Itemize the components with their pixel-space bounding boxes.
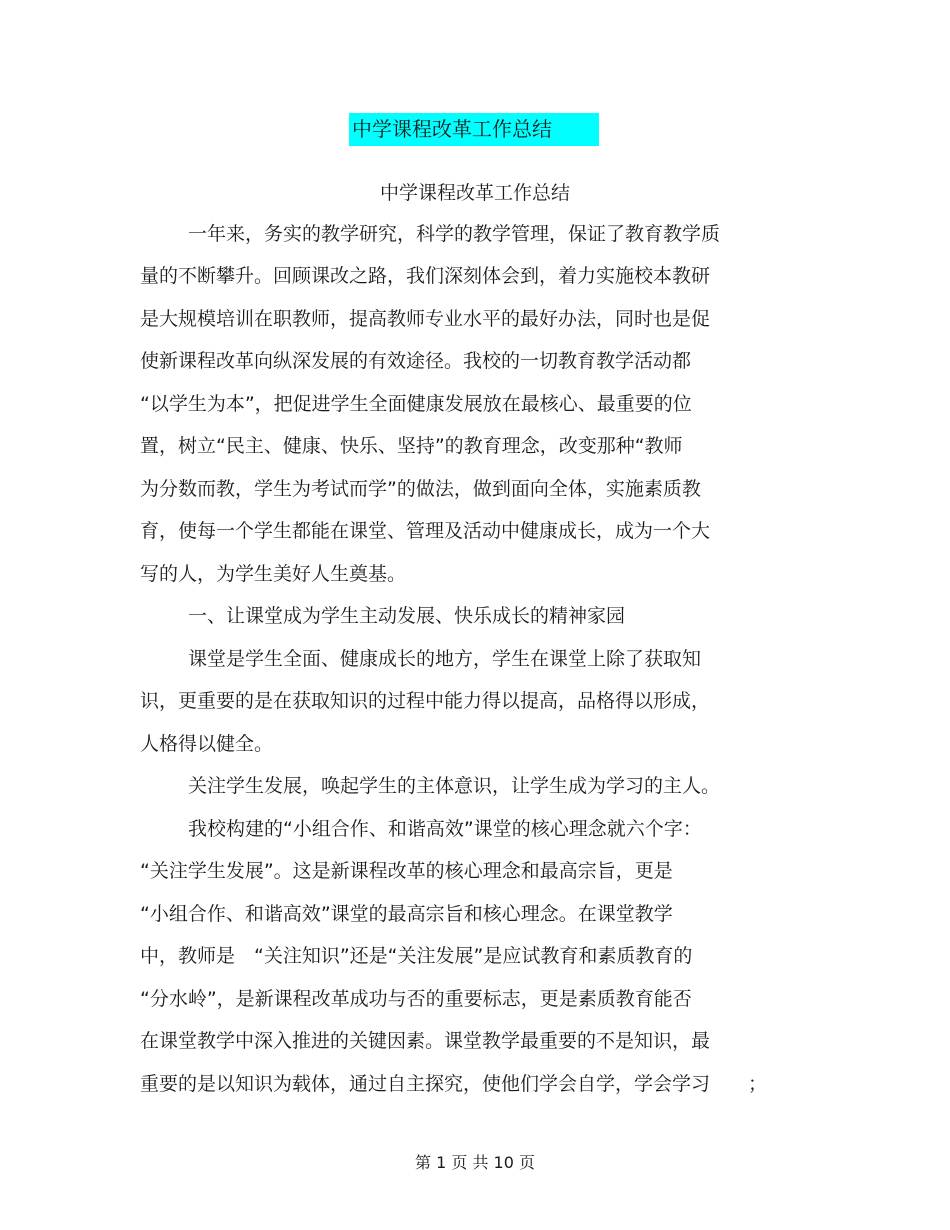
paragraph-line: 一年来，务实的教学研究，科学的教学管理，保证了教育教学质 (188, 223, 721, 245)
paragraph-line: 为分数而教，学生为考试而学”的做法，做到面向全体，实施素质教 (140, 478, 701, 500)
paragraph-line: 识，更重要的是在获取知识的过程中能力得以提高，品格得以形成， (140, 690, 711, 712)
paragraph-line: 人格得以健全。 (140, 733, 274, 755)
paragraph-line: 量的不断攀升。回顾课改之路，我们深刻体会到，着力实施校本教研 (140, 265, 711, 287)
paragraph-line: 我校构建的“小组合作、和谐高效”课堂的核心理念就六个字： (188, 818, 702, 840)
paragraph-line: “以学生为本”，把促进学生全面健康发展放在最核心、最重要的位 (140, 393, 692, 415)
paragraph-line: 是大规模培训在职教师，提高教师专业水平的最好办法，同时也是促 (140, 308, 711, 330)
paragraph-line: 课堂是学生全面、健康成长的地方，学生在课堂上除了获取知 (188, 648, 702, 670)
paragraph-line: “分水岭”，是新课程改革成功与否的重要标志，更是素质教育能否 (140, 988, 692, 1010)
paragraph-line: 关注学生发展，唤起学生的主体意识，让学生成为学习的主人。 (188, 775, 721, 797)
paragraph-line: 在课堂教学中深入推进的关键因素。课堂教学最重要的不是知识，最 (140, 1030, 711, 1052)
paragraph-line: 写的人，为学生美好人生奠基。 (140, 563, 407, 585)
paragraph-line: “小组合作、和谐高效”课堂的最高宗旨和核心理念。在课堂教学 (140, 903, 673, 925)
paragraph-line: 使新课程改革向纵深发展的有效途径。我校的一切教育教学活动都 (140, 350, 692, 372)
paragraph-line: “关注学生发展”。这是新课程改革的核心理念和最高宗旨，更是 (140, 860, 673, 882)
page-footer: 第 1 页 共 10 页 (415, 1153, 535, 1172)
paragraph-line: 重要的是以知识为载体，通过自主探究，使他们学会自学，学会学习 ； (140, 1073, 768, 1095)
paragraph-line: 育，使每一个学生都能在课堂、管理及活动中健康成长，成为一个大 (140, 520, 711, 542)
document-subtitle: 中学课程改革工作总结 (379, 182, 570, 204)
paragraph-line: 置，树立“民主、健康、快乐、坚持”的教育理念，改变那种“教师 (140, 435, 683, 457)
paragraph-line: 中，教师是 “关注知识”还是“关注发展”是应试教育和素质教育的 (140, 945, 693, 967)
section-heading: 一、让课堂成为学生主动发展、快乐成长的精神家园 (188, 605, 626, 627)
document-title: 中学课程改革工作总结 (349, 113, 599, 146)
